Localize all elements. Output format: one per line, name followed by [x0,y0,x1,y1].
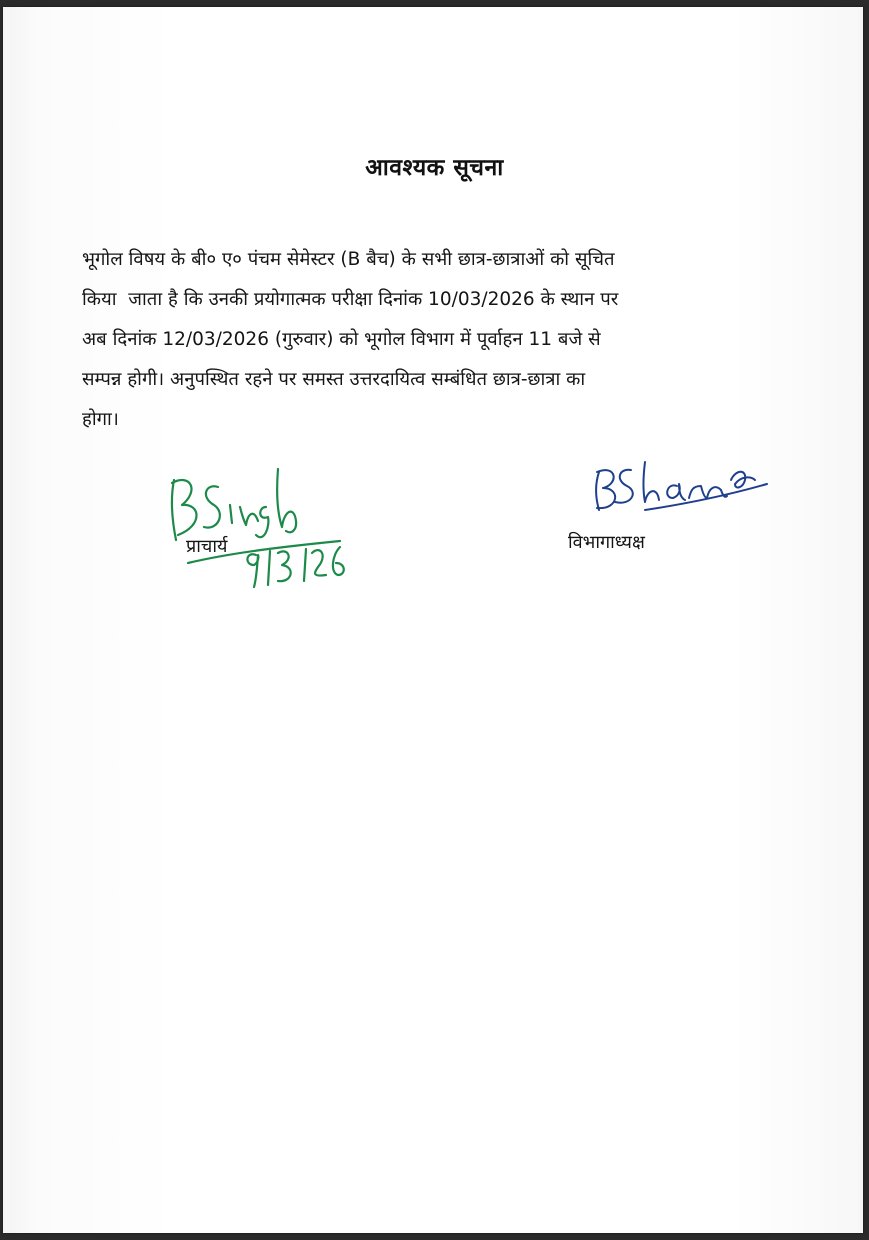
notice-body-line: होगा। [82,409,119,430]
department-head-signature [585,450,775,525]
document-page [3,7,863,1233]
notice-body-line: किया जाता है कि उनकी प्रयोगात्मक परीक्षा दिनांक 10/03/2026 के स्थान पर [82,289,619,310]
department-head-label: विभागाध्यक्ष [568,532,645,553]
notice-body-line: भूगोल विषय के बी० ए० पंचम सेमेस्टर (B बैच) के सभी छात्र-छात्राओं को सूचित [82,249,615,270]
notice-body-line: सम्पन्न होगी। अनुपस्थित रहने पर समस्त उत्तरदायित्व सम्बंधित छात्र-छात्रा का [82,369,586,390]
page-title: आवश्यक सूचना [365,155,504,181]
principal-signature [160,455,360,600]
principal-label: प्राचार्य [186,536,228,557]
notice-body-line: अब दिनांक 12/03/2026 (गुरुवार) को भूगोल विभाग में पूर्वाहन 11 बजे से [82,329,601,350]
